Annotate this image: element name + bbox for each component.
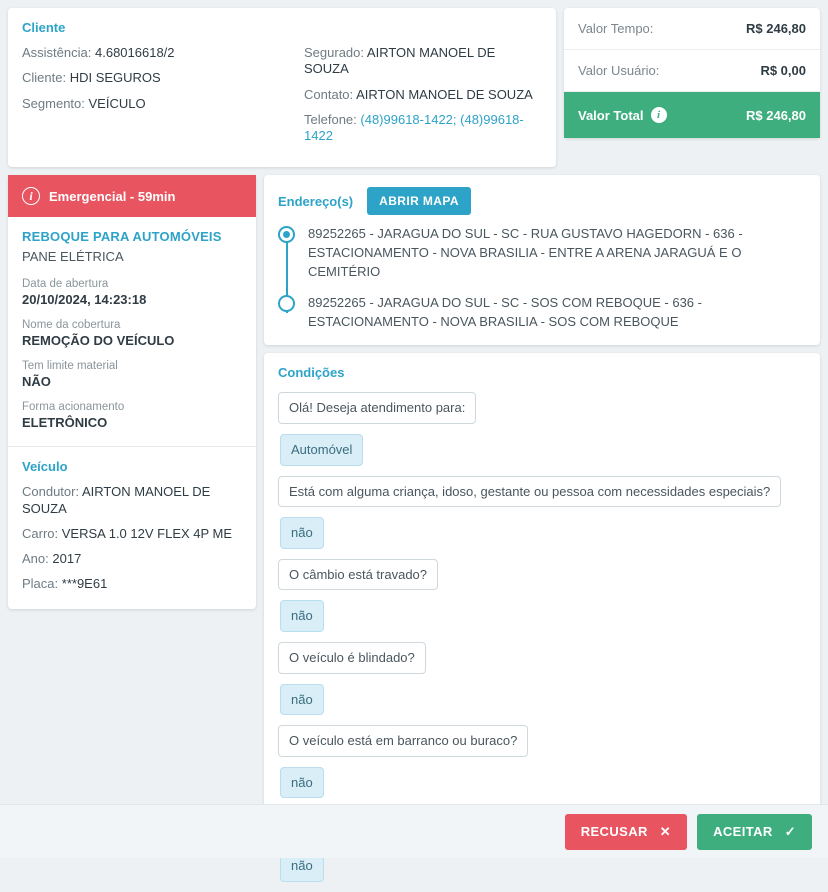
field-carro-value: VERSA 1.0 12V FLEX 4P ME <box>61 525 233 541</box>
address-item-origin <box>308 225 806 282</box>
field-ano-value: 2017 <box>52 551 82 566</box>
value-data-abertura: 20/10/2024, 14:23:18 <box>22 292 147 308</box>
values-card <box>564 8 820 138</box>
value-forma-acionamento: ELETRÔNICO <box>22 415 108 431</box>
address-header <box>278 187 806 215</box>
field-cliente <box>22 70 304 86</box>
address-card <box>264 175 820 345</box>
action-footer <box>0 804 828 858</box>
left-column <box>8 175 256 608</box>
service-title: REBOQUE PARA AUTOMÓVEIS <box>22 229 222 245</box>
field-condutor <box>22 484 242 517</box>
chat-answer: não <box>280 600 324 632</box>
client-card <box>8 8 556 167</box>
field-placa <box>22 576 242 592</box>
chat-row <box>278 434 806 476</box>
field-condutor-label: Condutor: <box>22 484 80 500</box>
value-limite-material: NÃO <box>22 374 51 390</box>
accept-button[interactable] <box>697 814 812 850</box>
accept-button-label: ACEITAR <box>713 824 773 839</box>
client-fields-right <box>304 45 542 153</box>
address-destination-text: 89252265 - JARAGUA DO SUL - SC - SOS COM REBOQUE - 636 - ESTACIONAMENTO - NOVA BRASILIA - SOS COM REBOQUE <box>308 294 702 329</box>
chat-row <box>278 559 806 601</box>
address-title: Endereço(s) <box>278 193 354 209</box>
chat-row <box>278 517 806 559</box>
valor-total-label: Valor Total <box>578 107 644 123</box>
vehicle-section <box>8 447 256 608</box>
address-origin-text: 89252265 - JARAGUA DO SUL - SC - RUA GUSTAVO HAGEDORN - 636 - ESTACIONAMENTO - NOVA BRASILIA - ENTRE A ARENA JARAGUÁ E O CEMITÉRIO <box>308 226 743 279</box>
field-telefone <box>304 112 542 145</box>
chat-row <box>278 642 806 684</box>
field-segurado <box>304 45 542 78</box>
chat-question: O veículo é blindado? <box>278 642 426 674</box>
field-assistencia-label: Assistência: <box>22 45 92 60</box>
field-telefone-label: Telefone: <box>304 111 357 127</box>
value-row-total <box>564 92 820 138</box>
chat-question: Está com alguma criança, idoso, gestante ou pessoa com necessidades especiais? <box>278 476 781 508</box>
label-limite-material: Tem limite material <box>22 360 118 373</box>
field-placa-value: ***9E61 <box>61 576 108 592</box>
chat-row <box>278 600 806 642</box>
chat-question: Olá! Deseja atendimento para: <box>278 392 476 424</box>
emergency-header <box>8 175 256 217</box>
refuse-button[interactable] <box>565 814 687 850</box>
field-ano <box>22 551 242 567</box>
valor-total-amount: R$ 246,80 <box>746 107 806 123</box>
value-row-usuario <box>564 50 820 92</box>
chat-row <box>278 476 806 518</box>
field-assistencia-value: 4.68016618/2 <box>95 45 175 60</box>
content-row <box>8 175 820 873</box>
chat-row <box>278 725 806 767</box>
service-subtitle: PANE ELÉTRICA <box>22 249 124 265</box>
info-icon[interactable]: i <box>651 107 667 123</box>
field-carro-label: Carro: <box>22 525 59 541</box>
field-cliente-value: HDI SEGUROS <box>69 70 161 86</box>
field-cliente-label: Cliente: <box>22 70 67 86</box>
label-data-abertura: Data de abertura <box>22 278 109 291</box>
valor-tempo-amount: R$ 246,80 <box>746 21 806 36</box>
right-column <box>264 175 820 873</box>
alert-icon: i <box>22 187 40 205</box>
map-pin-destination-icon <box>278 295 295 312</box>
field-contato-value: AIRTON MANOEL DE SOUZA <box>356 86 533 102</box>
field-telefone-link[interactable]: (48)99618-1422; (48)99618-1422 <box>304 111 524 143</box>
close-icon: ✕ <box>659 823 672 839</box>
field-segmento-label: Segmento: <box>22 95 85 111</box>
chat-answer: não <box>280 850 324 882</box>
valor-total-label-wrap <box>578 107 667 123</box>
value-nome-cobertura: REMOÇÃO DO VEÍCULO <box>22 333 175 349</box>
valor-usuario-amount: R$ 0,00 <box>760 63 806 78</box>
field-condutor-value: AIRTON MANOEL DE SOUZA <box>22 484 211 516</box>
chat-question: O veículo está em barranco ou buraco? <box>278 725 528 757</box>
label-forma-acionamento: Forma acionamento <box>22 401 125 414</box>
client-card-title: Cliente <box>22 20 66 35</box>
occurrence-card <box>8 175 256 608</box>
value-row-tempo <box>564 8 820 50</box>
field-contato <box>304 87 542 103</box>
valor-usuario-label: Valor Usuário: <box>578 63 660 78</box>
field-carro <box>22 526 242 542</box>
chat-answer: não <box>280 767 324 799</box>
refuse-button-label: RECUSAR <box>580 824 648 839</box>
map-pin-origin-icon <box>278 226 295 243</box>
open-map-button[interactable]: ABRIR MAPA <box>367 187 471 215</box>
address-item-destination <box>308 294 806 332</box>
field-assistencia <box>22 45 304 61</box>
field-segurado-label: Segurado: <box>304 45 364 60</box>
field-ano-label: Ano: <box>22 551 49 566</box>
field-segurado-value: AIRTON MANOEL DE SOUZA <box>304 45 496 77</box>
chat-answer: Automóvel <box>280 434 363 466</box>
chat-row <box>278 392 806 434</box>
chat-question: O câmbio está travado? <box>278 559 438 591</box>
field-segmento <box>22 96 304 112</box>
field-segmento-value: VEÍCULO <box>88 95 146 111</box>
valor-tempo-label: Valor Tempo: <box>578 21 654 36</box>
top-summary-row <box>8 8 820 167</box>
conditions-title: Condições <box>278 365 345 381</box>
occurrence-details <box>8 217 256 446</box>
vehicle-title: Veículo <box>22 459 68 475</box>
chat-row <box>278 684 806 726</box>
emergency-badge-label: Emergencial - 59min <box>49 188 176 204</box>
field-placa-label: Placa: <box>22 576 59 592</box>
check-icon: ✓ <box>784 823 796 839</box>
field-contato-label: Contato: <box>304 86 354 102</box>
chat-row <box>278 767 806 809</box>
chat-answer: não <box>280 684 324 716</box>
address-list <box>278 225 806 331</box>
conditions-card <box>264 353 820 873</box>
label-nome-cobertura: Nome da cobertura <box>22 319 121 332</box>
chat-answer: não <box>280 517 324 549</box>
client-fields-left <box>22 45 304 153</box>
